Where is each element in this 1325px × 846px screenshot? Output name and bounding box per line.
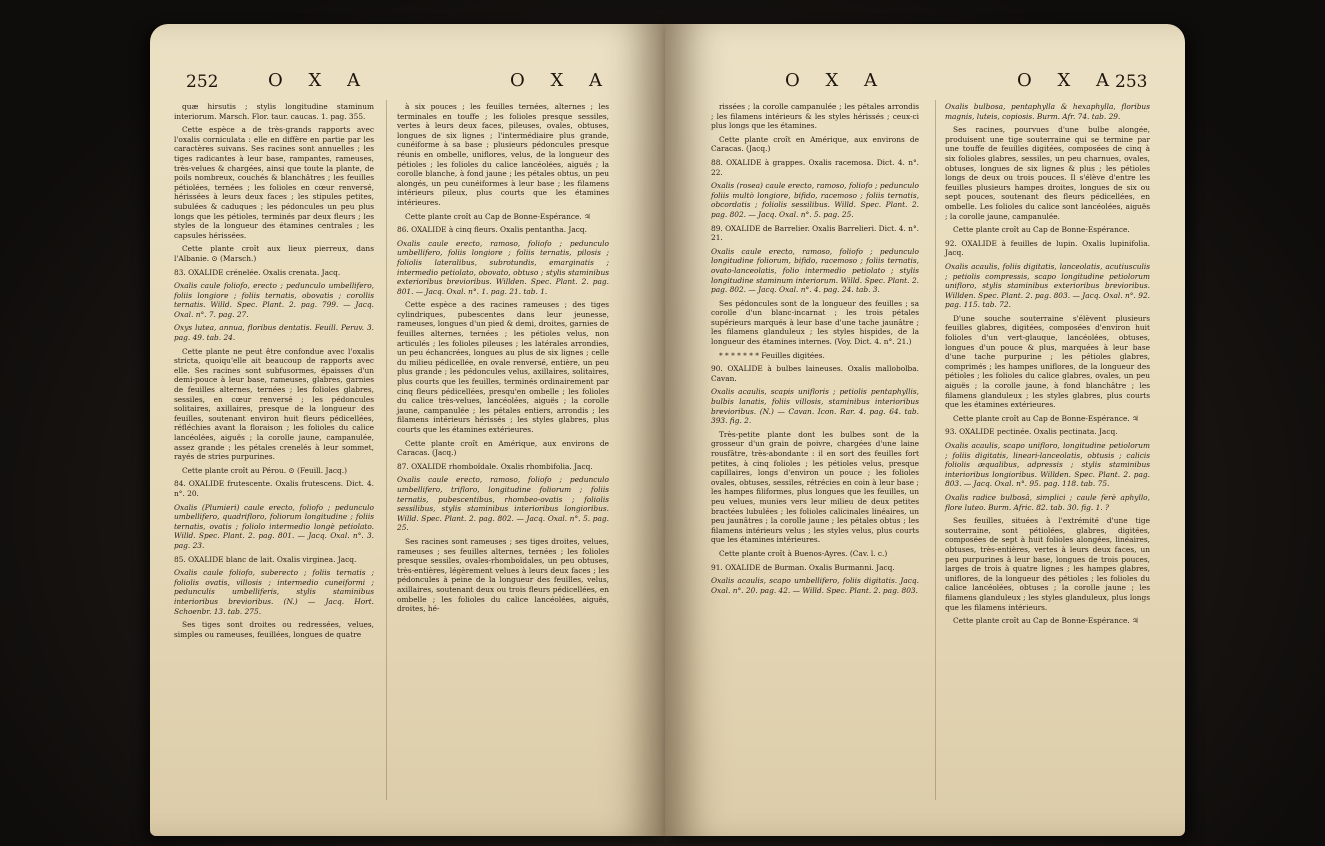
- text-column-right-1: [711, 102, 919, 599]
- paragraph: Cette plante croît au Cap de Bonne-Espérance. ♃: [953, 413, 1139, 423]
- paragraph: quæ hirsutis ; stylis longitudine staminum interiorum. Marsch. Flor. taur. caucas. 1. pag. 355.: [174, 102, 374, 121]
- column-rule: [935, 100, 936, 800]
- paragraph: Cette plante croît en Amérique, aux environs de Caracas. (Jacq.): [711, 134, 919, 154]
- paragraph: Oxalis caule erecto, ramoso, foliofo ; pedunculo umbellifero, trifloro, longitudine foliorum ; foliis ternatis, pubescentibus, rhombeo-ovatis ; foliolis sessilibus, stylis staminibus interioribus longioribus. Willd. Spec. Plant. 2. pag. 802. — Jacq. Oxal. n°. 5. pag. 25.: [397, 475, 609, 533]
- text-column-right-2: [945, 102, 1150, 630]
- paragraph: 86. OXALIDE à cinq fleurs. Oxalis pentantha. Jacq.: [397, 225, 587, 235]
- paragraph: Oxalis (Plumieri) caule erecto, foliofo ; pedunculo umbellifero, quadrifloro, foliorum longitudine ; foliis ternatis, ovatis ; foliolo intermedio longè petiolato. Willd. Spec. Plant. 2. pag. 801. — Jacq. Oxal. n°. 3. pag. 23.: [174, 502, 374, 550]
- paragraph: rissées ; la corolle campanulée ; les pétales arrondis ; les filamens intérieurs & les styles hérissés ; ceux-ci plus longs que les étamines.: [711, 102, 919, 131]
- paragraph: Oxalis acaulis, scapo unifloro, longitudine petiolorum ; foliis digitatis, lineari-lanceolatis, obtusis ; calicis foliolis æqualibus, adpressis ; stylis staminibus interioribus longioribus. Willden. Spec. Plant. 2. pag. 803. — Jacq. Oxal. n°. 95. pag. 118. tab. 75.: [945, 441, 1150, 489]
- paragraph: Oxalis acaulis, scapo umbellifero, foliis digitatis. Jacq. Oxal. n°. 20. pag. 42. — Willd. Spec. Plant. 2. pag. 803.: [711, 576, 919, 595]
- paragraph: 93. OXALIDE pectinée. Oxalis pectinata. Jacq.: [945, 427, 1118, 437]
- running-header: O X A: [510, 70, 613, 91]
- paragraph: Ses feuilles, situées à l'extrémité d'une tige souterraine, sont pétiolées, glabres, digitées, composées de sept à huit folioles alongées, linéaires, obtuses, très-entières, vertes à leurs deux faces, un peu purpurines à leur base, longues de trois pouces, larges de trois à quatre lignes ; les hampes glabres, uniflores, de la longueur des pétioles ; les folioles du calice lancéolées, obtuses ; la corolle jaune ; les filamens glanduleux ; les styles glanduleux, plus longs que les filamens intérieurs.: [945, 516, 1150, 612]
- paragraph: 92. OXALIDE à feuilles de lupin. Oxalis lupinifolia. Jacq.: [945, 238, 1150, 258]
- paragraph: Cette plante croît à Buenos-Ayres. (Cav. l. c.): [719, 548, 888, 558]
- right-page: [665, 24, 1185, 836]
- paragraph: Oxalis caule erecto, ramoso, foliofo ; pedunculo umbellifero, foliis longiore ; foliis ternatis, pilosis ; foliolis lateralibus, subrotundis, emarginatis ; intermedio petiolato, obovato, obtuso ; stylis staminibus exterioribus brevioribus. Willden. Spec. Plant. 2. pag. 801. — Jacq. Oxal. n°. 1. pag. 21. tab. 1.: [397, 238, 609, 296]
- paragraph: 85. OXALIDE blanc de lait. Oxalis virginea. Jacq.: [174, 554, 357, 564]
- column-rule: [386, 100, 387, 800]
- paragraph: Oxalis bulbosa, pentaphylla & hexaphylla, floribus magnis, luteis, copiosis. Burm. Afr. 74. tab. 29.: [945, 102, 1150, 121]
- paragraph: Cette espèce a de très-grands rapports avec l'oxalis corniculata : elle en diffère en partie par les caractères suivans. Ses racines sont annuelles ; les tiges radicantes à leur base, rampantes, rameuses, très-velues & chargées, ainsi que toute la plante, de poils nombreux, couchés & blanchâtres ; les feuilles pétiolées, ternées ; les folioles en cœur renversé, hérissées à leurs deux faces ; les stipules petites, subulées & caduques ; les pédoncules un peu plus longs que les pétioles, terminés par deux fleurs ; les styles de la longueur des étamines centrales ; les capsules hérissées.: [174, 125, 374, 240]
- paragraph: Cette espèce a des racines rameuses ; des tiges cylindriques, pubescentes dans leur jeunesse, rameuses, longues d'un pied & demi, droites, garnies de feuilles alternes, ternées ; les pétioles velus, non articulés ; les folioles pileuses ; les latérales arrondies, un peu échancrées, longues au plus de six lignes ; celle du milieu pédicellée, en ovale renversé, entière, un peu plus grande ; les pédoncules velus, axillaires, solitaires, plus courts que les feuilles, terminés ordinairement par cinq fleurs pédicellées, presqu'en ombelle ; les folioles du calice très-velues, lancéolées, aiguës ; la corolle jaune, campanulée ; les pétales entiers, arrondis ; les filamens intérieurs hérissés ; les styles glabres, plus courts que les étamines extérieures.: [397, 300, 609, 434]
- paragraph: Oxalis acaulis, scapis unifloris ; petiolis pentaphyllis, bulbis lanatis, foliis villosis, staminibus interioribus brevioribus. (N.) — Cavan. Icon. Rar. 4. pag. 64. tab. 393. fig. 2.: [711, 387, 919, 426]
- paragraph: à six pouces ; les feuilles ternées, alternes ; les terminales en touffe ; les folioles presque sessiles, vertes à leurs deux faces, pileuses, ovales, obtuses, longues de six lignes ; l'intermédiaire plus grande, cunéiforme à sa base ; plusieurs pédoncules presque réunis en ombelle, uniflores, velus, de la longueur des pétioles ; les folioles du calice lancéolées, aiguës ; la corolle blanche, à fond jaune ; les pétales obtus, un peu alongés, un peu cunéiformes à leur base ; les filamens intérieurs pileux, plus courts que les étamines intérieures.: [397, 102, 609, 207]
- paragraph: Ses racines sont rameuses ; ses tiges droites, velues, rameuses ; ses feuilles alternes, ternées ; les folioles presque sessiles, ovales-rhomboïdales, un peu obtuses, très-entières, légèrement velues à leurs deux faces ; les pédoncules à peine de la longueur des feuilles, velus, axillaires, soutenant deux ou trois fleurs pédicellées, en ombelle ; les folioles du calice lancéolées, aiguës, droites, hé-: [397, 536, 609, 614]
- paragraph: 89. OXALIDE de Barrelier. Oxalis Barrelieri. Dict. 4. n°. 21.: [711, 223, 919, 243]
- paragraph: 88. OXALIDE à grappes. Oxalis racemosa. Dict. 4. n°. 22.: [711, 157, 919, 177]
- paragraph: Cette plante croît au Cap de Bonne-Espérance.: [953, 225, 1130, 235]
- left-page: [150, 24, 665, 836]
- text-column-left-2: [397, 102, 609, 618]
- paragraph: 84. OXALIDE frutescente. Oxalis frutescens. Dict. 4. n°. 20.: [174, 479, 374, 498]
- paragraph: Cette plante croît aux lieux pierreux, dans l'Albanie. ⊙ (Marsch.): [174, 244, 374, 263]
- paragraph: Cette plante croît en Amérique, aux environs de Caracas. (Jacq.): [397, 438, 609, 458]
- paragraph: 87. OXALIDE rhomboïdale. Oxalis rhombifolia. Jacq.: [397, 461, 593, 471]
- paragraph: Cette plante ne peut être confondue avec l'oxalis stricta, quoiqu'elle ait beaucoup de rapports avec elle. Ses racines sont subfusormes, épaisses d'un demi-pouce à leur base, rameuses, glabres, garnies de feuilles alternes, ternées ; les folioles glabres, sessiles, en cœur renversé ; les pédoncules solitaires, axillaires, presque de la longueur des feuilles, soutenant environ huit fleurs pédicellées, réfléchies avant la floraison ; les folioles du calice lancéolées, aiguës ; la corolle jaune, campanulée, assez grande ; les pétales crenelés à leur sommet, rayés de stries purpurines.: [174, 346, 374, 462]
- paragraph: Cette plante croît au Cap de Bonne-Espérance. ♃: [953, 616, 1139, 626]
- paragraph: Oxalis (rosea) caule erecto, ramoso, foliofo ; pedunculo foliis multò longiore, bifido, racemoso ; foliis ternatis, obcordatis ; foliolis sessilibus. Willd. Spec. Plant. 2. pag. 802. — Jacq. Oxal. n°. 5. pag. 25.: [711, 181, 919, 219]
- paragraph: Ses pédoncules sont de la longueur des feuilles ; sa corolle d'un blanc-incarnat ; les trois pétales supérieurs marqués à leur base d'une tache jaunâtre ; les filamens glanduleux ; les styles hispides, de la longueur des étamines internes. (Voy. Dict. 4. n°. 21.): [711, 298, 919, 347]
- paragraph: Oxalis acaulis, foliis digitatis, lanceolatis, acutiusculis ; petiolis compressis, scapo longitudine petiolorum unifloro, stylis staminibus exterioribus brevioribus. Willden. Spec. Plant. 2. pag. 803. — Jacq. Oxal. n°. 92. pag. 115. tab. 72.: [945, 261, 1150, 310]
- page-number: 253: [1115, 72, 1148, 92]
- paragraph: Oxalis caule erecto, ramoso, foliofo ; pedunculo longitudine foliorum, bifido, racemoso ; foliis ternatis, ovato-lanceolatis, folio intermedio petiolato ; stylis longitudine staminum interiorum. Willd. Spec. Plant. 2. pag. 802. — Jacq. Oxal. n°. 4. pag. 24. tab. 3.: [711, 246, 919, 295]
- paragraph: Oxalis caule foliofo, suberecto ; foliis ternatis ; foliolis ovatis, villosis ; intermedio cuneiformi ; pedunculis umbelliferis, stylis staminibus interioribus brevioribus. (N.) — Jacq. Hort. Schoenbr. 13. tab. 275.: [174, 568, 374, 616]
- running-header: O X A: [268, 70, 371, 91]
- paragraph: 83. OXALIDE crénelée. Oxalis crenata. Jacq.: [174, 267, 341, 277]
- paragraph: Oxalis caule foliofo, erecto ; pedunculo umbellifero, foliis longiore ; foliis ternatis, obovatis ; corollis ternatis. Willd. Spec. Plant. 2. pag. 799. — Jacq. Oxal. n°. 7. pag. 27.: [174, 281, 374, 319]
- running-header: O X A: [785, 70, 888, 91]
- paragraph: Très-petite plante dont les bulbes sont de la grosseur d'un grain de poivre, chargées d'une laine rousfâtre, très-abondante : il en sort des feuilles fort petites, à cinq folioles ; les pétioles velus, presque capillaires, longs d'environ un pouce ; les folioles ovales, obtuses, sessiles, rétrécies en coin à leur base ; les hampes filiformes, plus longues que les feuilles, un peu velues, munies vers leur milieu de deux petites bractées lubulées ; les folioles calicinales linéaires, un peu jaunâtres ; la corolle jaune ; les pétales obtus ; les filamens intérieurs velus ; les styles velus, plus courts que les étamines intérieures.: [711, 429, 919, 545]
- paragraph: 91. OXALIDE de Burman. Oxalis Burmanni. Jacq.: [711, 562, 895, 572]
- text-column-left-1: [174, 102, 374, 643]
- paragraph: 90. OXALIDE à bulbes laineuses. Oxalis mallobolba. Cavan.: [711, 364, 919, 383]
- paragraph: Cette plante croît au Pérou. ⊙ (Feuill. Jacq.): [182, 465, 347, 475]
- paragraph: Ses tiges sont droites ou redressées, velues, simples ou rameuses, feuillées, longues de quatre: [174, 620, 374, 639]
- paragraph: D'une souche souterraine s'élèvent plusieurs feuilles glabres, digitées, composées d'environ huit folioles d'un vert-glauque, lancéolées, obtuses, longues d'un pouce & plus, marquées à leur base d'une tache purpurine ; les pétioles glabres, comprimés ; les hampes uniflores, de la longueur des pétioles ; les folioles du calice glabres, ovales, un peu aiguës ; la corolle jaune, à fond blanchâtre ; les filamens glanduleux ; les styles glabres, plus courts que les étamines extérieures.: [945, 313, 1150, 410]
- paragraph: Cette plante croît au Cap de Bonne-Espérance. ♃: [405, 211, 591, 221]
- running-header: O X A: [1017, 70, 1120, 91]
- paragraph: Oxys lutea, annua, floribus dentatis. Feuill. Peruv. 3. pag. 49. tab. 24.: [174, 323, 374, 343]
- paragraph: Oxalis radice bulbosâ, simplici ; caule ferè aphyllo, flore luteo. Burm. Afric. 82. tab. 30. fig. 1. ?: [945, 492, 1150, 512]
- paragraph: Ses racines, pourvues d'une bulbe alongée, produisent une tige souterraine qui se termine par une touffe de feuilles digitées, composées de cinq à six folioles glabres, sessiles, un peu charnues, ovales, obtuses, longues de six lignes & plus ; les pétioles longs de deux ou trois pouces. Il s'élève d'entre les feuilles plusieurs hampes droites, longues de six ou sept pouces, soutenant des fleurs pédicellées, en ombelle. Les folioles du calice sont lancéolées, aiguës ; la corolle jaune, campanulée.: [945, 125, 1150, 221]
- page-number: 252: [186, 72, 219, 92]
- paragraph: * * * * * * * Feuilles digitées.: [719, 350, 825, 360]
